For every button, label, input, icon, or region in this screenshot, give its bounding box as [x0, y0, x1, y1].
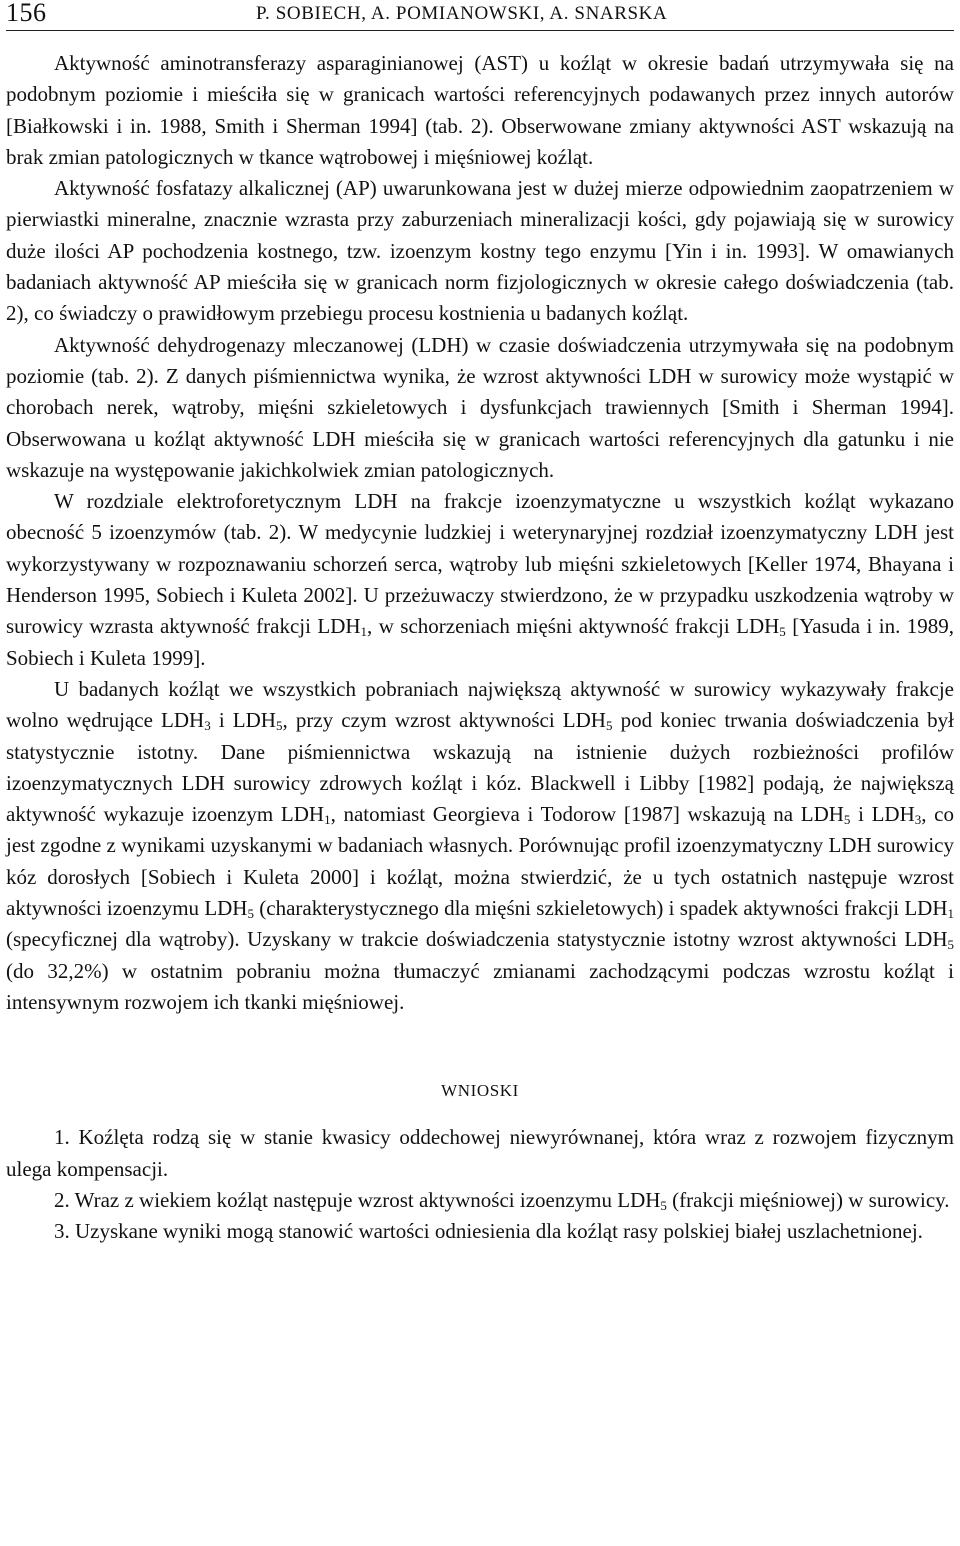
- text-run: i LDH: [210, 708, 276, 733]
- text-run: 2. Wraz z wiekiem koźląt następuje wzrost aktywności izoenzymu LDH: [54, 1187, 661, 1212]
- conclusion-item: 3. Uzyskane wyniki mogą stanowić wartości odniesienia dla koźląt rasy polskiej białej uszlachetnionej.: [54, 1219, 923, 1244]
- running-header: [6, 0, 954, 31]
- subscript: 5: [779, 624, 786, 640]
- text-run: (do 32,2%) w ostatnim pobraniu można tłumaczyć zmianami zachodzącymi podczas wzrostu koźląt i intensywnym rozwojem ich tkanki mięśniowej.: [6, 958, 954, 1014]
- paragraph-ldh-fractions: [6, 674, 954, 1018]
- conclusion-item: [6, 1185, 954, 1216]
- subscript: 1: [947, 906, 954, 922]
- text-run: , przy czym wzrost aktywności LDH: [282, 708, 606, 733]
- text-run: [Yasuda i in. 1989, Sobiech i Kuleta 1999].: [6, 614, 954, 670]
- text-run: (charakterystycznego dla mięśni szkieletowych) i spadek aktywności frakcji LDH: [253, 896, 948, 921]
- running-head-authors: P. SOBIECH, A. POMIANOWSKI, A. SNARSKA: [256, 3, 668, 24]
- text-run: , natomiast Georgieva i Todorow [1987] wskazują na LDH: [330, 802, 844, 827]
- text-run: , co jest zgodne z wynikami uzyskanymi w badaniach własnych. Porównując profil izoenzymatyczny LDH surowicy kóz dorosłych [Sobiech i Kuleta 2000] i koźląt, można stwierdzić, że u tych ostatnich następuje wzrost aktywności izoenzymu LDH: [6, 802, 954, 921]
- text-run: (specyficznej dla wątroby). Uzyskany w trakcie doświadczenia statystycznie istotny wzrost aktywności LDH: [6, 927, 948, 952]
- article-body: [6, 48, 954, 1247]
- subscript: 5: [275, 718, 283, 734]
- paragraph-ast: Aktywność aminotransferazy asparaginianowej (AST) u koźląt w okresie badań utrzymywała się na podobnym poziomie i mieściła się w granicach wartości referencyjnych podawanych przez innych autorów [Białkowski i in. 1988, Smith i Sherman 1994] (tab. 2). Obserwowane zmiany aktywności AST wskazują na brak zmian patologicznych w tkance wątrobowej i mięśniowej koźląt.: [6, 51, 954, 169]
- subscript: 1: [360, 624, 368, 640]
- subscript: 5: [660, 1197, 667, 1213]
- text-run: i LDH: [850, 802, 915, 827]
- subscript: 5: [247, 906, 254, 922]
- subscript: 3: [204, 718, 211, 734]
- page-number: 156: [6, 0, 47, 27]
- text-run: , w schorzeniach mięśni aktywność frakcji LDH: [367, 614, 780, 639]
- subscript: 5: [947, 937, 954, 953]
- text-run: pod koniec trwania doświadczenia był statystycznie istotny. Dane piśmiennictwa wskazują na istnienie dużych rozbieżności profilów izoenzymatycznych LDH surowicy zdrowych koźląt i kóz. Blackwell i Libby [1982] podają, że największą aktywność wykazuje izoenzym LDH: [6, 708, 955, 827]
- subscript: 5: [843, 812, 851, 828]
- paragraph-ap: Aktywność fosfatazy alkalicznej (AP) uwarunkowana jest w dużej mierze odpowiednim zaopatrzeniem w pierwiastki mineralne, znacznie wzrasta przy zaburzeniach mineralizacji kości, gdy pojawiają się w surowicy duże ilości AP pochodzenia kostnego, tzw. izoenzym kostny tego enzymu [Yin i in. 1993]. W omawianych badaniach aktywność AP mieściła się w granicach norm fizjologicznych w okresie całego doświadczenia (tab. 2), co świadczy o prawidłowym przebiegu procesu kostnienia u badanych koźląt.: [6, 176, 954, 326]
- text-run: U badanych koźląt we wszystkich pobraniach największą aktywność w surowicy wykazywały frakcje wolno wędrujące LDH: [6, 676, 954, 733]
- subscript: 1: [324, 812, 331, 828]
- text-run: (frakcji mięśniowej) w surowicy.: [666, 1187, 950, 1212]
- conclusions-list: [6, 1122, 954, 1247]
- paragraph-ldh-isoenzymes: [6, 486, 954, 674]
- subscript: 5: [605, 718, 613, 734]
- section-title-conclusions: WNIOSKI: [441, 1081, 519, 1101]
- subscript: 3: [914, 812, 922, 828]
- text-run: W rozdziale elektroforetycznym LDH na frakcje izoenzymatyczne u wszystkich koźląt wykazano obecność 5 izoenzymów (tab. 2). W medycynie ludzkiej i weterynaryjnej rozdział izoenzymatyczny LDH jest wykorzystywany w rozpoznawaniu schorzeń serca, wątroby lub mięśni szkieletowych [Keller 1974, Bhayana i Henderson 1995, Sobiech i Kuleta 2002]. U przeżuwaczy stwierdzono, że w przypadku uszkodzenia wątroby w surowicy wzrasta aktywność frakcji LDH: [6, 489, 954, 639]
- paragraph-ldh: Aktywność dehydrogenazy mleczanowej (LDH) w czasie doświadczenia utrzymywała się na podobnym poziomie (tab. 2). Z danych piśmiennictwa wynika, że wzrost aktywności LDH w surowicy może wystąpić w chorobach nerek, wątroby, mięśni szkieletowych i dysfunkcjach trawiennych [Smith i Sherman 1994]. Obserwowana u koźląt aktywność LDH mieściła się w granicach wartości referencyjnych dla gatunku i nie wskazuje na występowanie jakichkolwiek zmian patologicznych.: [6, 332, 954, 482]
- conclusion-item: 1. Koźlęta rodzą się w stanie kwasicy oddechowej niewyrównanej, która wraz z rozwojem fizycznym ulega kompensacji.: [6, 1125, 954, 1181]
